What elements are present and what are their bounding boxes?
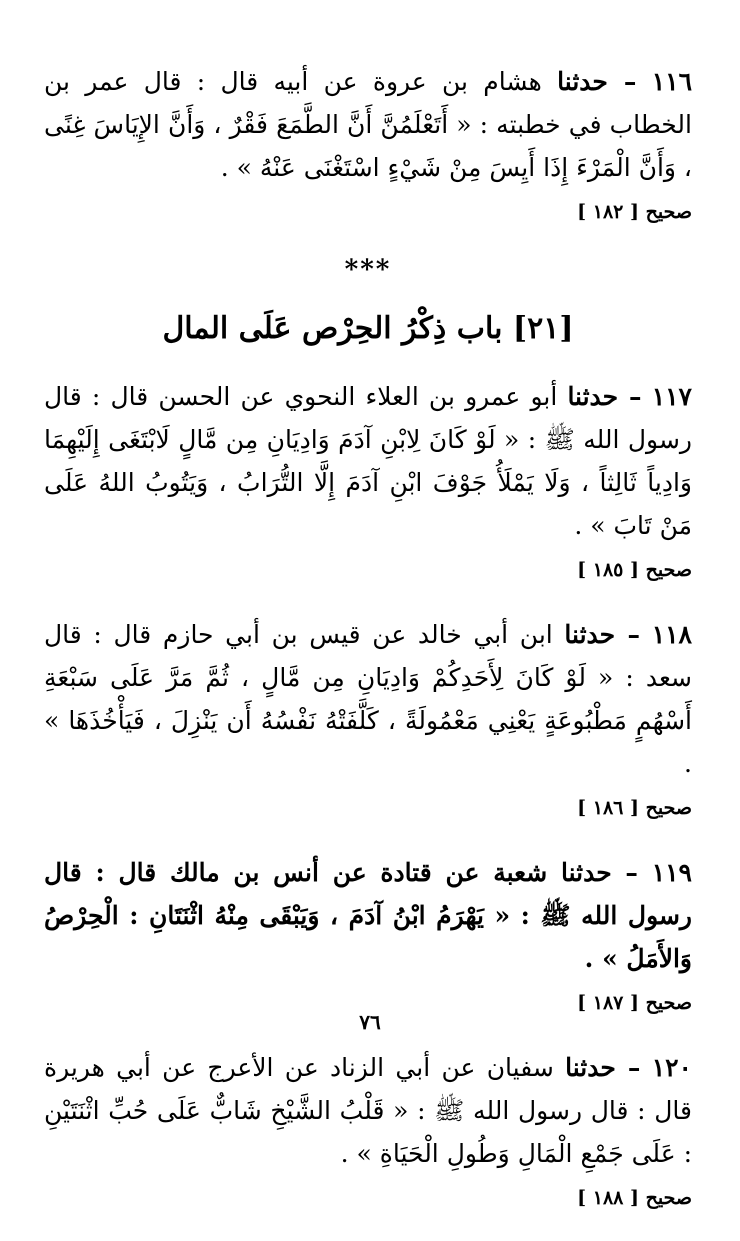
hadith-number: ١١٧ <box>651 382 692 411</box>
grade-label: صحيح [ ١٨٥ ] <box>577 559 692 581</box>
chapter-title: [٢١] باب ذِكْرُ الحِرْص عَلَى المال <box>162 311 574 346</box>
grade-label: صحيح [ ١٨٦ ] <box>577 797 692 819</box>
hadith-lead: – حدثنا <box>557 67 637 96</box>
section-separator: *** <box>344 255 392 285</box>
hadith-text: هشام بن عروة عن أبيه قال : قال عمر بن الخطاب في خطبته : « أَتَعْلَمُنَّ أَنَّ الطَّمَعَ فَقْرٌ ، وَأَنَّ الإِيَاسَ غِنًى ، وَأَنَّ الْمَرْءَ إِذَا أَيِسَ مِنْ شَيْءٍ اسْتَغْنَى عَنْهُ » . <box>44 67 692 182</box>
hadith-text: سفيان عن أبي الزناد عن الأعرج عن أبي هريرة قال : قال رسول الله ﷺ : « قَلْبُ الشَّيْخِ شَابٌّ عَلَى حُبِّ اثْنَتَيْنِ : عَلَى جَمْعِ الْمَالِ وَطُولِ الْحَيَاةِ » . <box>44 1053 692 1168</box>
hadith-119 <box>44 851 692 980</box>
hadith-number: ١٢٠ <box>651 1053 692 1082</box>
hadith-lead: – حدثنا <box>560 858 638 887</box>
page-body <box>44 60 692 1241</box>
hadith-120 <box>44 1046 692 1175</box>
hadith-lead: – حدثنا <box>564 620 641 649</box>
hadith-lead: – حدثنا <box>567 382 642 411</box>
hadith-text: شعبة عن قتادة عن أنس بن مالك قال : قال رسول الله ﷺ : « يَهْرَمُ ابْنُ آدَمَ ، وَيَبْقَى مِنْهُ اثْنَتَانِ : الْحِرْصُ وَالأَمَلُ » . <box>44 858 692 973</box>
hadith-number: ١١٩ <box>651 858 692 887</box>
hadith-116 <box>44 60 692 189</box>
grade-label: صحيح [ ١٨٢ ] <box>577 201 692 223</box>
page-number: ٧٦ <box>359 1010 381 1034</box>
hadith-text: ابن أبي خالد عن قيس بن أبي حازم قال : قال سعد : « لَوْ كَانَ لِأَحَدِكُمْ وَادِيَانِ مِن مَّالٍ ، ثُمَّ مَرَّ عَلَى سَبْعَةِ أَسْهُمٍ مَطْبُوعَةٍ يَعْنِي مَعْمُولَةً ، كَلَّفَتْهُ نَفْسُهُ أَن يَنْزِلَ ، فَيَأْخُذَهَا » . <box>44 620 692 778</box>
grade-label: صحيح [ ١٨٧ ] <box>577 992 692 1014</box>
hadith-number: ١١٦ <box>651 67 693 96</box>
hadith-117 <box>44 375 692 547</box>
grade-label: صحيح [ ١٨٨ ] <box>577 1187 692 1209</box>
hadith-number: ١١٨ <box>651 620 692 649</box>
hadith-118 <box>44 613 692 785</box>
hadith-lead: – حدثنا <box>565 1053 641 1082</box>
hadith-text: أبو عمرو بن العلاء النحوي عن الحسن قال : قال رسول الله ﷺ : « لَوْ كَانَ لِابْنِ آدَمَ وَادِيَانِ مِن مَّالٍ لَابْتَغَى إِلَيْهِمَا وَادِياً ثَالِثاً ، وَلَا يَمْلَأُ جَوْفَ ابْنِ آدَمَ إِلَّا التُّرَابُ ، وَيَتُوبُ اللهُ عَلَى مَنْ تَابَ » . <box>44 382 692 540</box>
